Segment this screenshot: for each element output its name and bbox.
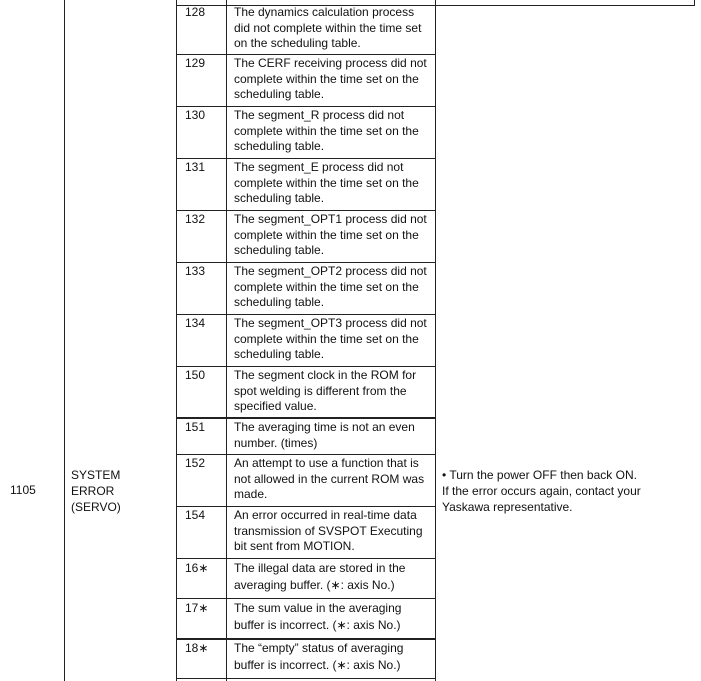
subcode: 17∗ [185,601,209,615]
subcode: 150 [185,368,206,382]
subcode-message: The segment_E process did not complete within the time set on the scheduling table. [234,160,419,205]
remedy-text [442,467,692,515]
subcode: 130 [185,108,206,122]
subcode-message: The sum value in the averaging buffer is incorrect. (∗: axis No.) [234,601,402,632]
subcode: 129 [185,56,206,70]
subcode-message: An attempt to use a function that is not allowed in the current ROM was made. [234,456,425,501]
subcode: 18∗ [185,641,209,655]
subcode: 154 [185,508,206,522]
subcode: 151 [185,420,206,434]
subcode-message: The segment_OPT3 process did not complete within the time set on the scheduling table. [234,316,427,361]
subcode-message: The averaging time is not an even number. (times) [234,420,415,450]
subcode-message: The CERF receiving process did not complete within the time set on the scheduling table. [234,56,427,101]
column-divider [176,0,177,681]
subcode: 132 [185,212,206,226]
row-divider [176,106,435,107]
column-divider [435,0,436,681]
subcode: 131 [185,160,206,174]
subcode: 152 [185,456,206,470]
subcode-message: The “empty” status of averaging buffer is incorrect. (∗: axis No.) [234,641,404,672]
row-divider [176,366,435,367]
column-divider [694,0,695,6]
subcode-message: The segment clock in the ROM for spot welding is different from the specified value. [234,368,417,413]
remedy-line: • Turn the power OFF then back ON. [442,468,637,482]
remedy-line: Yaskawa representative. [442,500,573,514]
row-divider [176,314,435,315]
alarm-name-line: (SERVO) [71,500,121,514]
subcode: 128 [185,5,206,19]
row-divider [176,210,435,211]
subcode-message: The segment_OPT1 process did not complete within the time set on the scheduling table. [234,212,427,257]
subcode: 133 [185,264,206,278]
subcode-message: An error occurred in real-time data transmission of SVSPOT Executing bit sent from MOTION. [234,508,423,553]
column-divider [64,0,65,681]
alarm-number: 1105 [10,483,36,497]
row-divider [176,558,435,559]
remedy-line: If the error occurs again, contact your [442,484,641,498]
subcode-message: The segment_R process did not complete within the time set on the scheduling table. [234,108,419,153]
row-divider [176,262,435,263]
subcode-message: The segment_OPT2 process did not complete within the time set on the scheduling table. [234,264,427,309]
row-divider [176,54,435,55]
subcode: 134 [185,316,206,330]
row-divider [176,158,435,159]
row-divider [176,506,435,507]
alarm-name-line: SYSTEM [71,468,121,482]
row-divider [176,598,435,599]
column-divider [226,0,227,681]
subcode-message: The dynamics calculation process did not complete within the time set on the scheduling table. [234,5,422,50]
alarm-name [71,467,171,515]
alarm-name-line: ERROR [71,484,115,498]
subcode: 16∗ [185,561,209,575]
row-divider [176,417,435,419]
row-divider [176,678,435,679]
row-divider [176,454,435,455]
subcode-message: The illegal data are stored in the averaging buffer. (∗: axis No.) [234,561,406,592]
